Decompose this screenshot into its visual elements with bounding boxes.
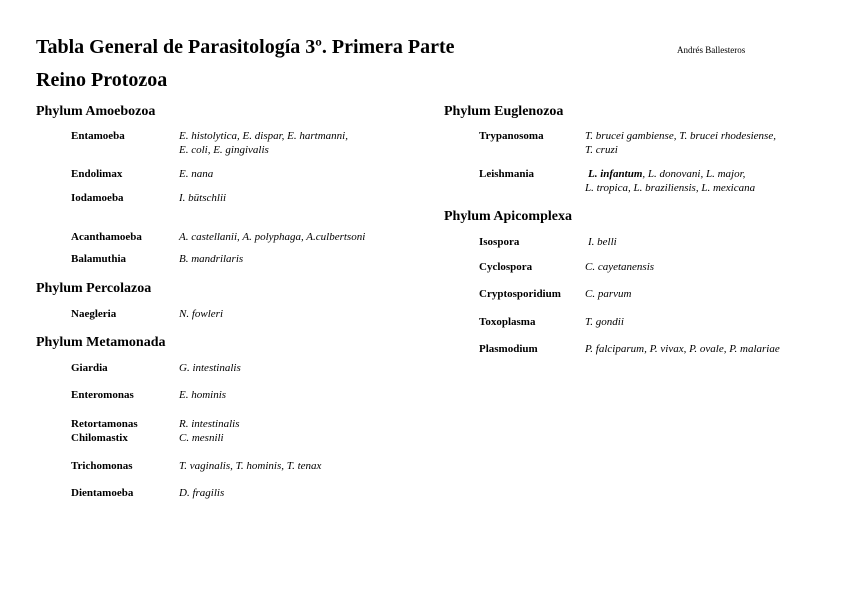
phylum-apicomplexa-heading: Phylum Apicomplexa — [444, 209, 572, 224]
species-leishmania-line1-rest: , L. donovani, L. major, — [642, 168, 746, 180]
species-entamoeba-line2: E. coli, E. gingivalis — [179, 144, 269, 156]
genus-trypanosoma: Trypanosoma — [479, 130, 544, 142]
genus-cyclospora: Cyclospora — [479, 261, 533, 273]
kingdom-heading: Reino Protozoa — [36, 69, 168, 91]
species-entamoeba-line1: E. histolytica, E. dispar, E. hartmanni, — [179, 130, 348, 142]
species-endolimax: E. nana — [179, 168, 214, 180]
species-isospora: I. belli — [588, 236, 617, 248]
species-enteromonas: E. hominis — [179, 389, 227, 401]
species-naegleria: N. fowleri — [179, 308, 224, 320]
genus-entamoeba: Entamoeba — [71, 130, 125, 142]
genus-giardia: Giardia — [71, 362, 108, 374]
species-trichomonas: T. vaginalis, T. hominis, T. tenax — [179, 460, 322, 472]
phylum-metamonada-heading: Phylum Metamonada — [36, 335, 166, 350]
page-title: Tabla General de Parasitología 3º. Primera Parte — [36, 36, 455, 58]
species-leishmania-line2: L. tropica, L. braziliensis, L. mexicana — [585, 182, 756, 194]
species-iodamoeba: I. bütschlii — [179, 192, 227, 204]
genus-naegleria: Naegleria — [71, 308, 117, 320]
genus-leishmania: Leishmania — [479, 168, 535, 180]
species-leishmania-infantum: L. infantum — [588, 168, 643, 180]
genus-chilomastix: Chilomastix — [71, 432, 128, 444]
genus-retortamonas: Retortamonas — [71, 418, 138, 430]
species-dientamoeba: D. fragilis — [179, 487, 225, 499]
author-name: Andrés Ballesteros — [677, 45, 746, 55]
phylum-amoebozoa-heading: Phylum Amoebozoa — [36, 104, 156, 119]
genus-isospora: Isospora — [479, 236, 520, 248]
species-chilomastix: C. mesnili — [179, 432, 224, 444]
genus-endolimax: Endolimax — [71, 168, 123, 180]
species-retortamonas: R. intestinalis — [179, 418, 240, 430]
phylum-euglenozoa-heading: Phylum Euglenozoa — [444, 104, 564, 119]
species-trypanosoma-line1: T. brucei gambiense, T. brucei rhodesiense, — [585, 130, 776, 142]
genus-iodamoeba: Iodamoeba — [71, 192, 124, 204]
species-leishmania-line1 — [588, 167, 745, 181]
species-balamuthia: B. mandrilaris — [179, 253, 244, 265]
genus-cryptosporidium: Cryptosporidium — [479, 288, 561, 300]
species-cryptosporidium: C. parvum — [585, 288, 632, 300]
species-acanthamoeba: A. castellanii, A. polyphaga, A.culbertsoni — [179, 231, 366, 243]
genus-balamuthia: Balamuthia — [71, 253, 127, 265]
species-trypanosoma-line2: T. cruzi — [585, 144, 618, 156]
genus-toxoplasma: Toxoplasma — [479, 316, 536, 328]
genus-trichomonas: Trichomonas — [71, 460, 133, 472]
genus-plasmodium: Plasmodium — [479, 343, 538, 355]
species-toxoplasma: T. gondii — [585, 316, 624, 328]
genus-enteromonas: Enteromonas — [71, 389, 134, 401]
phylum-percolazoa-heading: Phylum Percolazoa — [36, 281, 152, 296]
species-cyclospora: C. cayetanensis — [585, 261, 655, 273]
genus-dientamoeba: Dientamoeba — [71, 487, 134, 499]
genus-acanthamoeba: Acanthamoeba — [71, 231, 142, 243]
species-giardia: G. intestinalis — [179, 362, 241, 374]
species-plasmodium: P. falciparum, P. vivax, P. ovale, P. malariae — [585, 343, 780, 355]
